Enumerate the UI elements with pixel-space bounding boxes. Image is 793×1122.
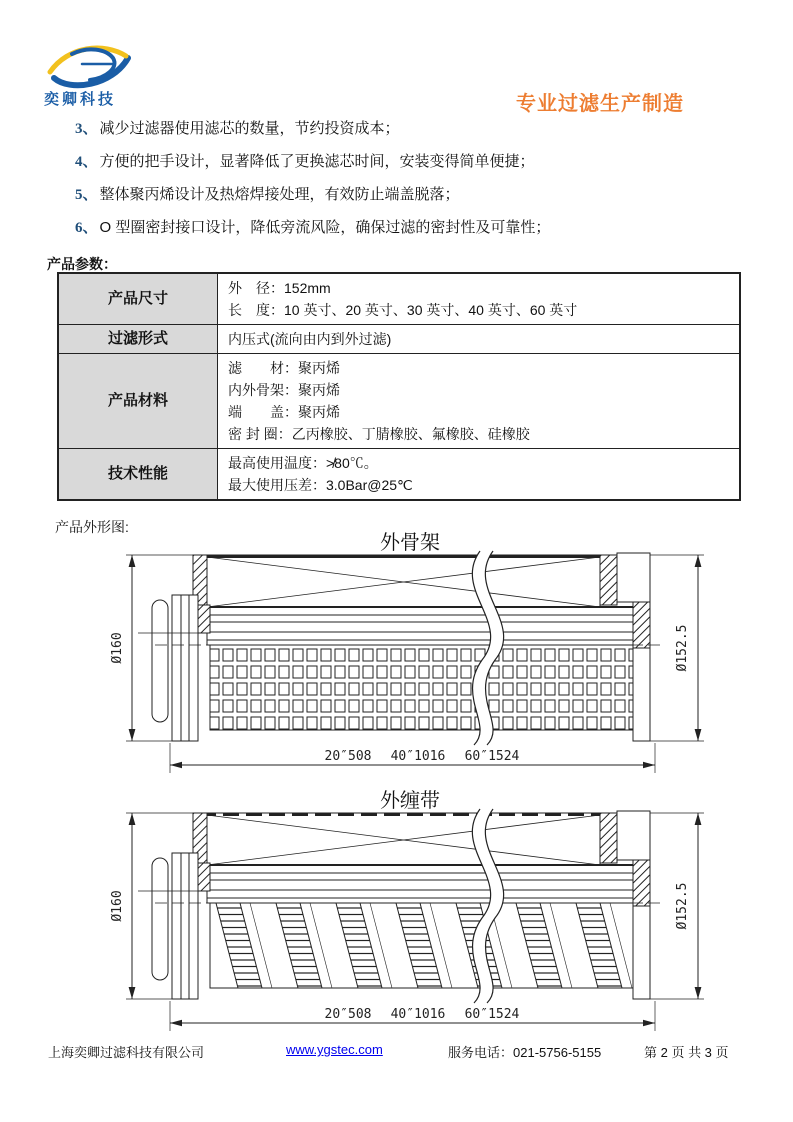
value-line: 最大使用压差：3.0Bar@25℃	[228, 477, 413, 493]
handle	[138, 853, 205, 999]
value-line: 滤 材：聚丙烯	[228, 360, 340, 376]
feature-number: 6、	[75, 220, 98, 236]
value-line: 端 盖：聚丙烯	[228, 404, 340, 420]
drawing-outer-cage	[110, 545, 710, 780]
band-section	[207, 865, 633, 903]
feature-item-3	[75, 120, 400, 138]
footer-company: 上海奕卿过滤科技有限公司	[48, 1045, 205, 1060]
row-label: 产品材料	[58, 354, 218, 449]
dim-length-60: 60″1524	[464, 749, 520, 764]
dim-length-60: 60″1524	[464, 1007, 520, 1022]
dim-diameter-right: Ø152.5	[675, 624, 690, 672]
table-row-filter-mode	[58, 325, 740, 354]
feature-text: 整体聚丙烯设计及热熔焊接处理，有效防止端盖脱落；	[99, 186, 460, 203]
params-table	[57, 272, 741, 501]
value-line: 内压式(流向由内到外过滤)	[228, 331, 392, 347]
row-value	[218, 354, 741, 449]
header-slogan: 专业过滤生产制造	[516, 93, 684, 115]
feature-text: 方便的把手设计，显著降低了更换滤芯时间，安装变得简单便捷；	[99, 153, 535, 170]
drawing1-title: 外骨架	[380, 532, 440, 554]
dim-length-20: 20″508	[324, 1007, 372, 1022]
upper-x-section	[200, 813, 633, 865]
drawing-outer-wrap	[110, 803, 710, 1038]
dim-length-40: 40″1016	[390, 749, 446, 764]
feature-text: O 型圈密封接口设计，降低旁流风险，确保过滤的密封性及可靠性；	[99, 219, 551, 236]
value-line: 密 封 圈：乙丙橡胶、丁腈橡胶、氟橡胶、硅橡胶	[228, 426, 530, 442]
footer-website-link[interactable]: www.ygstec.com	[286, 1042, 383, 1057]
value-line: 外 径：152mm	[228, 280, 331, 296]
company-logo-icon	[40, 42, 140, 92]
feature-number: 3、	[75, 121, 98, 137]
feature-number: 5、	[75, 187, 98, 203]
table-row-performance	[58, 449, 740, 501]
feature-item-5	[75, 186, 460, 204]
footer-phone: 服务电话：021-5756-5155	[448, 1045, 602, 1060]
row-value	[218, 325, 741, 354]
company-logo-text: 奕卿科技	[44, 91, 117, 108]
dim-diameter-left: Ø160	[110, 632, 125, 664]
outline-heading: 产品外形图:	[55, 519, 129, 535]
band-section	[207, 607, 633, 645]
upper-x-section	[200, 555, 633, 607]
feature-item-6	[75, 219, 550, 237]
row-label: 过滤形式	[58, 325, 218, 354]
footer-page-number: 第 2 页 共 3 页	[644, 1045, 729, 1060]
drawing2-title: 外缠带	[380, 790, 440, 812]
params-heading: 产品参数：	[47, 256, 117, 272]
value-line: 内外骨架：聚丙烯	[228, 382, 340, 398]
dim-diameter-left: Ø160	[110, 890, 125, 922]
row-value	[218, 449, 741, 501]
grid-shell	[210, 645, 633, 730]
row-label: 产品尺寸	[58, 273, 218, 325]
value-line: 最高使用温度：≯80℃。	[228, 455, 378, 471]
dim-length-20: 20″508	[324, 749, 372, 764]
feature-text: 减少过滤器使用滤芯的数量，节约投资成本；	[99, 120, 400, 137]
wrap-band-shell	[210, 903, 633, 988]
table-row-size	[58, 273, 740, 325]
table-row-material	[58, 354, 740, 449]
feature-item-4	[75, 153, 535, 171]
handle	[138, 595, 205, 741]
value-line: 长 度：10 英寸、20 英寸、30 英寸、40 英寸、60 英寸	[228, 302, 578, 318]
row-value	[218, 273, 741, 325]
dim-length-40: 40″1016	[390, 1007, 446, 1022]
feature-number: 4、	[75, 154, 98, 170]
dim-diameter-right: Ø152.5	[675, 882, 690, 930]
row-label: 技术性能	[58, 449, 218, 501]
